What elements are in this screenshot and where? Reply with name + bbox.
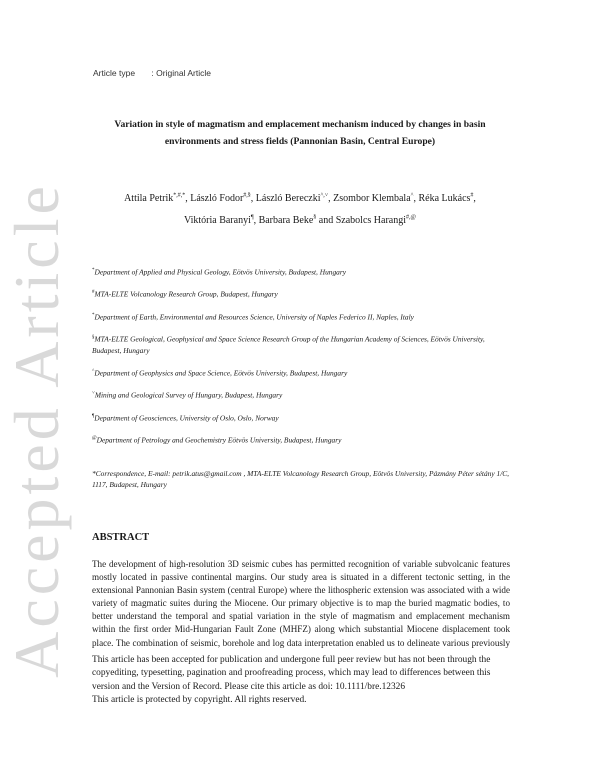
- author-affiliation-mark: #,@: [406, 214, 417, 221]
- author: László Fodor#,§,: [190, 193, 256, 205]
- author: Attila Petrik*,#,*,: [124, 193, 191, 205]
- affiliation-text: Department of Applied and Physical Geology, Eötvös University, Budapest, Hungary: [94, 267, 347, 277]
- affiliation-mark: #: [92, 290, 95, 296]
- acceptance-notice: [92, 654, 512, 708]
- author-affiliation-mark: #: [470, 193, 474, 199]
- affiliation: [92, 388, 512, 400]
- abstract-heading: ABSTRACT: [92, 532, 150, 543]
- article-type-label: Article type: [93, 68, 136, 78]
- affiliation-mark: ˅: [92, 391, 95, 397]
- copyright-notice: This article is protected by copyright. All rights reserved.: [92, 695, 307, 706]
- affiliation: [92, 411, 512, 423]
- affiliation: [92, 287, 512, 299]
- author-name: Barbara Beke: [258, 214, 314, 226]
- author-affiliation-mark: ^: [410, 193, 414, 199]
- author: Réka Lukács#,: [418, 193, 476, 205]
- affiliation: [92, 310, 512, 322]
- affiliation: [92, 366, 512, 378]
- author-name: László Fodor: [190, 193, 244, 205]
- author-affiliation-mark: *,#,*: [173, 193, 186, 199]
- author-affiliation-mark: ^,˅: [320, 193, 329, 199]
- affiliation-text: Department of Petrology and Geochemistry Eötvös University, Budapest, Hungary: [96, 435, 342, 445]
- affiliation-text: MTA-ELTE Geological, Geophysical and Space Science Research Group of the Hungarian Academy of Sciences, Eötvös University, Budapest, Hungary: [92, 334, 485, 355]
- affiliation-mark: ¶: [92, 413, 95, 419]
- author: Viktória Baranyi¶,: [183, 214, 259, 226]
- author-affiliation-mark: §: [313, 214, 317, 221]
- article-type-value: : Original Article: [151, 68, 211, 78]
- acceptance-notice-text: This article has been accepted for publication and undergone full peer review but has not been through the copyediting, typesetting, pagination and proofreading process, which may lead to differences between this version and the Version of Record. Please cite this article as doi: 10.1111/bre.12326: [92, 655, 491, 692]
- author-name: Zsombor Klembala: [333, 193, 411, 205]
- author-list: [95, 187, 505, 230]
- article-type: [93, 68, 211, 78]
- watermark-text: Accepted Article: [1, 182, 72, 678]
- affiliation-mark: *: [92, 268, 95, 273]
- author-name: Réka Lukács: [418, 193, 471, 205]
- author: László Bereczki^,˅,: [255, 193, 334, 205]
- affiliation-text: Department of Geophysics and Space Science, Eötvös University, Budapest, Hungary: [94, 368, 348, 378]
- accepted-article-watermark: [2, 90, 72, 770]
- author: Barbara Beke§ and: [258, 214, 336, 226]
- author-name: Viktória Baranyi: [183, 214, 251, 226]
- affiliation-text: Department of Earth, Environmental and Resources Science, University of Naples Federico II, Naples, Italy: [94, 312, 414, 322]
- affiliation-mark: @: [92, 436, 97, 442]
- affiliation-mark: ^: [92, 368, 95, 374]
- affiliation: [92, 433, 512, 445]
- author-name: Attila Petrik: [124, 193, 174, 205]
- affiliation: [92, 265, 512, 277]
- author-affiliation-mark: ¶: [250, 214, 254, 221]
- affiliation-text: Department of Geosciences, University of Oslo, Oslo, Norway: [94, 413, 279, 423]
- affiliation-mark: *: [92, 312, 95, 318]
- correspondence-note: *Correspondence, E-mail: petrik.atus@gmail.com , MTA-ELTE Volcanology Research Group, Eötvös University, Pázmány Péter sétány 1/C, 1117, Budapest, Hungary: [92, 469, 510, 489]
- author: [336, 215, 416, 226]
- author-affiliation-mark: #,§: [243, 193, 251, 199]
- affiliation-text: Mining and Geological Survey of Hungary, Budapest, Hungary: [94, 390, 283, 400]
- affiliation-list: [92, 265, 512, 456]
- affiliation: [92, 332, 512, 355]
- paper-title: Variation in style of magmatism and emplacement mechanism induced by changes in basin environments and stress fields (Pannonian Basin, Central Europe): [114, 119, 486, 147]
- author: Zsombor Klembala^,: [333, 193, 419, 205]
- affiliation-text: MTA-ELTE Volcanology Research Group, Budapest, Hungary: [94, 289, 278, 299]
- author-name: László Bereczki: [255, 193, 321, 205]
- abstract-body: The development of high-resolution 3D seismic cubes has permitted recognition of variable subvolcanic features mostly located in passive continental margins. Our study area is situated in a different tectonic setting, in the extensional Pannonian Basin system (central Europe) where the lithospheric extension was associated with a wide variety of magmatic suites during the Miocene. Our primary objective is to map the buried magmatic bodies, to better understand the temporal and spatial variation in the style of magmatism and emplacement mechanism within the first order Mid-Hungarian Fault Zone (MHFZ) along which substantial Miocene displacement took place. The combination of seismic, borehole and log data interpretation enabled us to delineate various previously: [92, 559, 510, 648]
- author-name: Szabolcs Harangi: [335, 214, 406, 226]
- affiliation-mark: §: [92, 335, 95, 341]
